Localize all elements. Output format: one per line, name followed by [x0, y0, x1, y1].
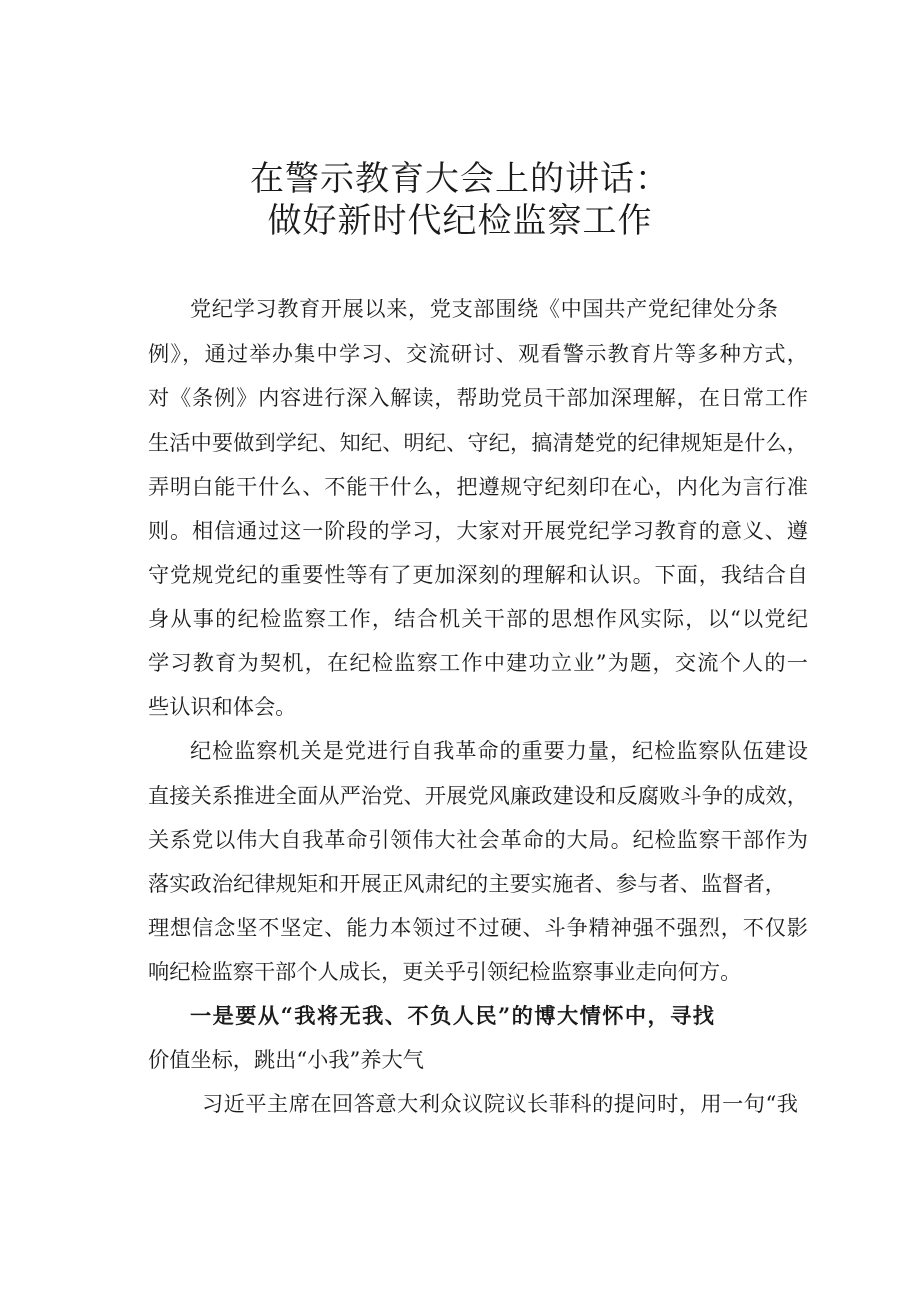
body-text-line: 生活中要做到学纪、知纪、明纪、守纪，搞清楚党的纪律规矩是什么，: [148, 430, 808, 455]
section-heading: 一是要从“我将无我、不负人民”的博大情怀中，寻找: [190, 1003, 714, 1028]
body-text-line: 理想信念坚不坚定、能力本领过不过硬、斗争精神强不强烈，不仅影: [148, 915, 808, 940]
body-text-line: 身从事的纪检监察工作，结合机关干部的思想作风实际，以“以党纪: [148, 606, 808, 631]
body-text-line: 学习教育为契机，在纪检监察工作中建功立业”为题，交流个人的一: [148, 650, 808, 675]
body-text-line: 纪检监察机关是党进行自我革命的重要力量，纪检监察队伍建设: [190, 738, 808, 763]
body-text-line: 落实政治纪律规矩和开展正风肃纪的主要实施者、参与者、监督者，: [148, 871, 786, 896]
body-text-line: 响纪检监察干部个人成长，更关乎引领纪检监察事业走向何方。: [148, 959, 742, 984]
document-title-line-1: 在警示教育大会上的讲话：: [250, 159, 670, 199]
body-text-line: 对《条例》内容进行深入解读，帮助党员干部加深理解，在日常工作: [148, 385, 808, 410]
body-text-line: 些认识和体会。: [148, 694, 297, 719]
body-text-line: 直接关系推进全面从严治党、开展党风廉政建设和反腐败斗争的成效，: [148, 783, 808, 808]
body-text-line: 则。相信通过这一阶段的学习，大家对开展党纪学习教育的意义、遵: [148, 518, 808, 543]
body-text-line: 守党规党纪的重要性等有了更加深刻的理解和认识。下面，我结合自: [148, 562, 808, 587]
body-text-line: 党纪学习教育开展以来，党支部围绕《中国共产党纪律处分条: [190, 296, 778, 321]
body-text-line: 关系党以伟大自我革命引领伟大社会革命的大局。纪检监察干部作为: [148, 827, 808, 852]
body-text-line: 习近平主席在回答意大利众议院议长菲科的提问时，用一句“我: [202, 1091, 798, 1116]
body-text-line: 弄明白能干什么、不能干什么，把遵规守纪刻印在心，内化为言行准: [148, 474, 808, 499]
document-title-line-2: 做好新时代纪检监察工作: [267, 201, 653, 241]
body-text-line: 例》，通过举办集中学习、交流研讨、观看警示教育片等多种方式，: [148, 341, 808, 366]
section-heading-continuation: 价值坐标，跳出“小我”养大气: [148, 1047, 424, 1072]
